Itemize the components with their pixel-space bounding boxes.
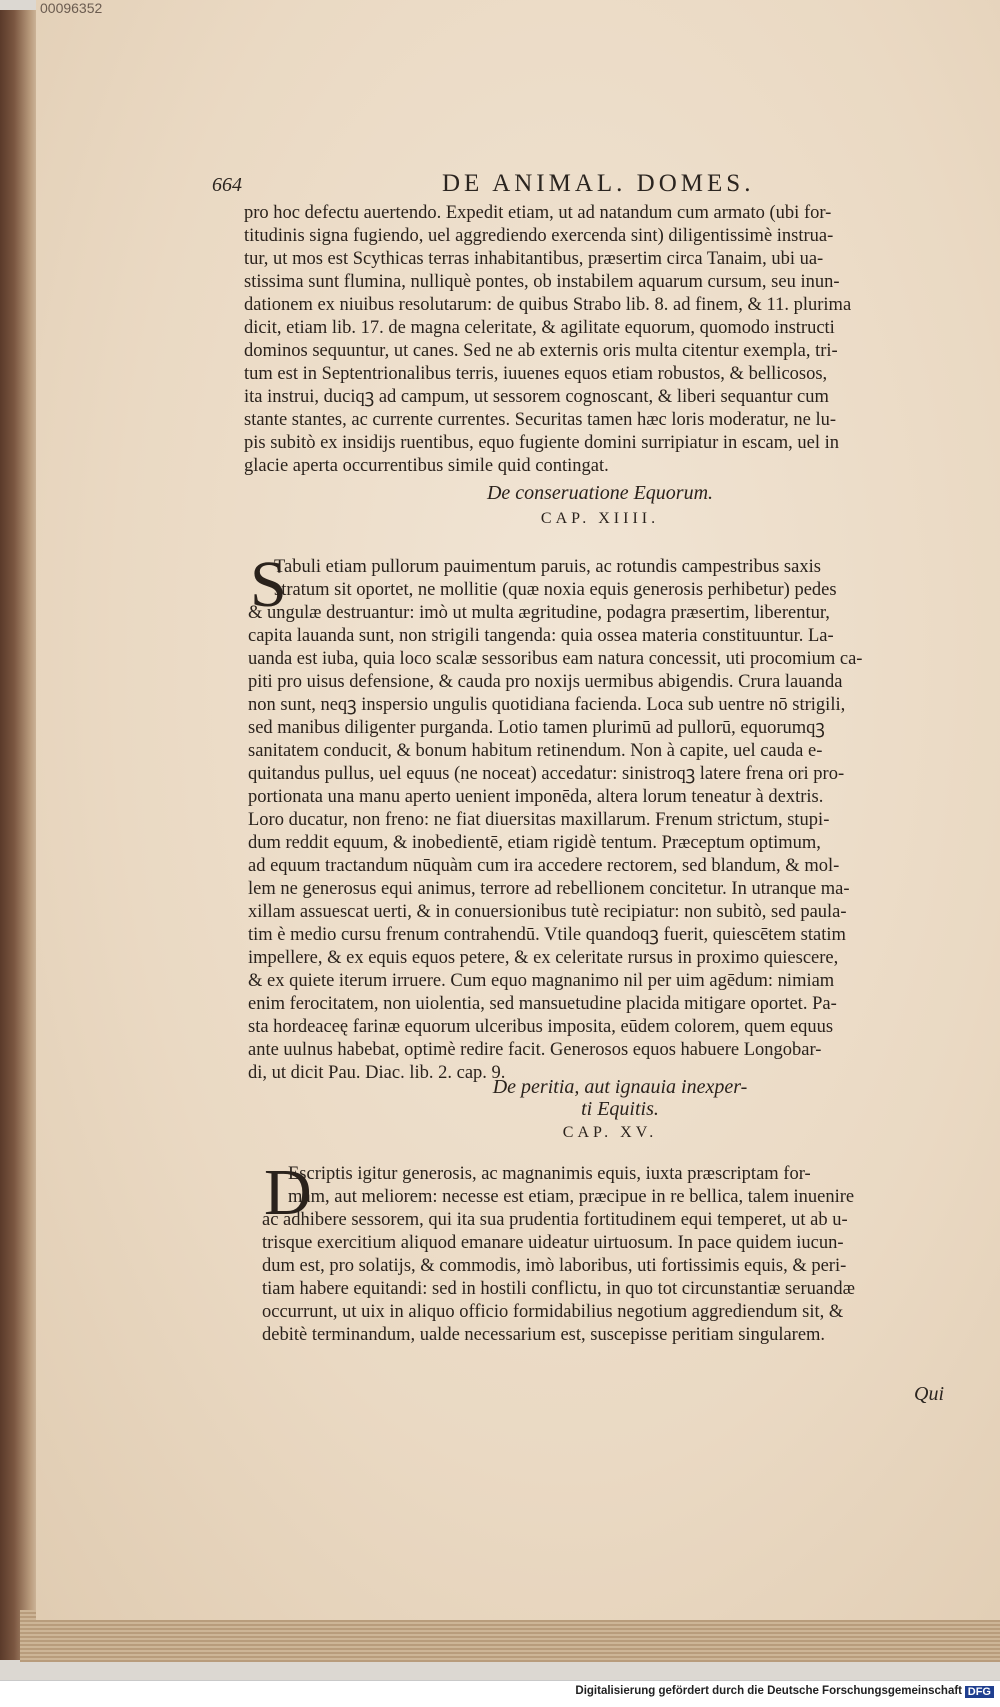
footer-bar bbox=[0, 1680, 1000, 1707]
dfg-logo-icon: DFG bbox=[965, 1686, 994, 1698]
chapter-14-body bbox=[248, 556, 958, 1085]
text-line: pro hoc defectu auertendo. Expedit etiam, ut ad natandum cum armato (ubi for- bbox=[244, 203, 832, 223]
text-line: xillam assuescat uerti, & in conuersionibus tutè recipiatur: non subitò, sed paula- bbox=[248, 902, 847, 922]
chapter-14-number: CAP. XIIII. bbox=[540, 510, 660, 527]
text-line: pis subitò ex insidijs ruentibus, equo fugiente domini surripiatur in escam, uel in bbox=[244, 433, 839, 453]
text-line: stante stantes, ac currente currentes. Securitas tamen hæc loris moderatur, ne lu- bbox=[244, 410, 837, 430]
text-line: ad equum tractandum nūquàm cum ira accedere rectorem, sed blandum, & mol- bbox=[248, 856, 840, 876]
text-line: dicit, etiam lib. 17. de magna celeritate, & agilitate equorum, quomodo instructi bbox=[244, 318, 835, 338]
text-line: piti pro uisus defensione, & cauda pro noxijs uermibus abigendis. Crura lauanda bbox=[248, 672, 843, 692]
text-line: dum reddit equum, & inobedientē, etiam rigidè tentum. Præceptum optimum, bbox=[248, 833, 821, 853]
text-line: glacie aperta occurrentibus simile quid contingat. bbox=[244, 456, 609, 476]
text-line: Escriptis igitur generosis, ac magnanimis equis, iuxta præscriptam for- bbox=[288, 1164, 811, 1184]
text-line: di, ut dicit Pau. Diac. lib. 2. cap. 9. bbox=[248, 1063, 506, 1083]
chapter-15-body bbox=[262, 1163, 962, 1347]
text-line: impellere, & ex equis equos petere, & ex celeritate rursus in proximo quiescere, bbox=[248, 948, 839, 968]
text-line: occurrunt, ut uix in aliquo officio formidabilius negotium aggrediendum sit, & bbox=[262, 1302, 844, 1322]
chapter-14-heading: De conseruatione Equorum. bbox=[486, 482, 714, 504]
text-line: sed manibus diligenter purganda. Lotio tamen plurimū ad pullorū, equorumqꝫ bbox=[248, 718, 825, 738]
text-line: portionata una manu aperto uenient imponēda, altera lorum teneatur à dextris. bbox=[248, 787, 824, 807]
text-line: ante uulnus habebat, optimè redire facit. Generosos equos habuere Longobar- bbox=[248, 1040, 822, 1060]
text-line: Loro ducatur, non freno: ne fiat diuersitas maxillarum. Frenum strictum, stupi- bbox=[248, 810, 830, 830]
text-line: capita lauanda sunt, non strigili tangenda: quia ossea materia constituuntur. La- bbox=[248, 626, 834, 646]
text-line: quitandus pullus, uel equus (ne noceat) accedatur: sinistroqꝫ latere frena ori pro- bbox=[248, 764, 845, 784]
text-line: lem ne generosus equi animus, terrore ad rebellionem concitetur. In utranque ma- bbox=[248, 879, 850, 899]
text-line: titudinis signa fugiendo, uel aggrediendo exercenda sint) diligentissimè instrua- bbox=[244, 226, 834, 246]
running-head bbox=[212, 170, 912, 204]
funding-credit: Digitalisierung gefördert durch die Deutsche Forschungsgemeinschaft bbox=[575, 1685, 962, 1697]
drop-cap-d: D bbox=[264, 1156, 312, 1229]
text-line: mam, aut meliorem: necesse est etiam, præcipue in re bellica, talem inuenire bbox=[288, 1187, 855, 1207]
text-line: & ex quiete iterum irruere. Cum equo magnanimo nil per uim agēdum: nimiam bbox=[248, 971, 835, 991]
text-line: & ungulæ destruantur: imò ut multa ægritudine, podagra præsertim, liberentur, bbox=[248, 603, 830, 623]
chapter-15-heading-line-2: ti Equitis. bbox=[581, 1098, 659, 1120]
text-line: Tabuli etiam pullorum pauimentum paruis, ac rotundis campestribus saxis bbox=[274, 557, 821, 577]
text-line: debitè terminandum, ualde necessarium est, suscepisse peritiam singularem. bbox=[262, 1325, 826, 1345]
text-line: stissima sunt flumina, nulliquè pontes, ob instabilem aquarum cursum, seu inun- bbox=[244, 272, 840, 292]
library-stamp: 00096352 bbox=[40, 0, 103, 16]
text-line: ita instrui, duciqꝫ ad campum, ut sessorem cognoscant, & liberi sequantur cum bbox=[244, 387, 829, 407]
text-line: tim è medio cursu frenum contrahendū. Vtile quandoqꝫ fuerit, quiescētem statim bbox=[248, 925, 846, 945]
drop-cap-s: S bbox=[250, 548, 287, 621]
text-line: sanitatem conducit, & bonum habitum retinendum. Non à capite, uel cauda e- bbox=[248, 741, 823, 761]
running-title: DE ANIMAL. DOMES. bbox=[442, 170, 755, 197]
text-line: tur, ut mos est Scythicas terras inhabitantibus, præsertim circa Tanaim, ubi ua- bbox=[244, 249, 824, 269]
text-line: tiam habere equitandi: sed in hostili conflictu, in quo tot circunstantiæ seruandæ bbox=[262, 1279, 855, 1299]
page-number: 664 bbox=[212, 174, 242, 196]
text-line: dum est, pro solatijs, & commodis, imò laboribus, uti fortissimis equis, & peri- bbox=[262, 1256, 847, 1276]
text-line: dationem ex niuibus resolutarum: de quibus Strabo lib. 8. ad finem, & 11. plurima bbox=[244, 295, 852, 315]
catchword: Qui bbox=[914, 1383, 944, 1405]
book-spine-edge bbox=[0, 10, 40, 1660]
text-line: sta hordeaceę farinæ equorum ulceribus imposita, eūdem colorem, quem equus bbox=[248, 1017, 834, 1037]
text-line: stratum sit oportet, ne mollitie (quæ noxia equis generosis perhibetur) pedes bbox=[274, 580, 837, 600]
text-line: uanda est iuba, quia loco scalæ sessoribus eam natura concessit, uti procomium ca- bbox=[248, 649, 863, 669]
text-line: enim ferocitatem, non uiolentia, sed mansuetudine placida mitigare oportet. Pa- bbox=[248, 994, 837, 1014]
text-line: non sunt, neqꝫ inspersio ungulis quotidiana facienda. Loca sub uentre nō strigili, bbox=[248, 695, 846, 715]
text-line: trisque exercitium aliquod emanare uideatur uirtuosum. In pace quidem iucun- bbox=[262, 1233, 844, 1253]
chapter-15-heading-line-1: De peritia, aut ignauia inexper- bbox=[492, 1076, 748, 1098]
chapter-15-number: CAP. XV. bbox=[562, 1124, 658, 1141]
text-line: tum est in Septentrionalibus terris, iuuenes equos etiam robustos, & bellicosos, bbox=[244, 364, 828, 384]
text-line: dominos sequuntur, ut canes. Sed ne ab externis oris multa citentur exempla, tri- bbox=[244, 341, 838, 361]
text-line: ac adhibere sessorem, qui ita sua prudentia fortitudinem equi temperet, ut ab u- bbox=[262, 1210, 848, 1230]
paragraph-continuation bbox=[244, 202, 944, 478]
